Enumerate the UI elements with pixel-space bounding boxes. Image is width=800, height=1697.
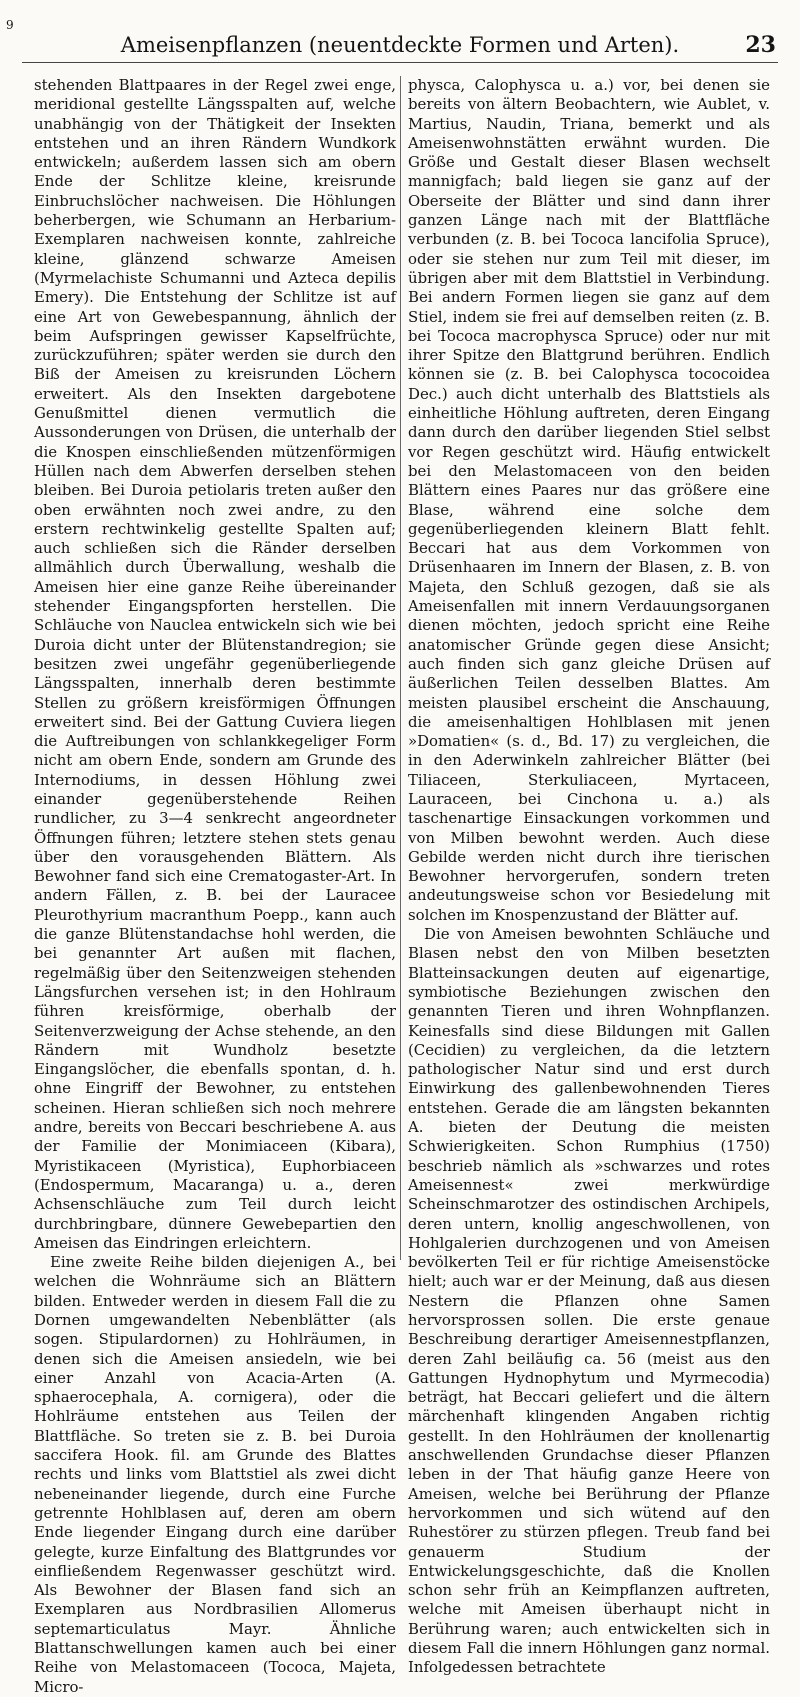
paragraph: Die von Ameisen bewohnten Schläuche und Blasen nebst den von Milben besetzten Blatteinsackungen deuten auf eigenartige, symbiotische Beziehungen zwischen den genannten Tieren und ihren Wohnpflanzen. Keinesfalls sind diese Bildungen mit Gallen (Cecidien) zu vergleichen, da die letztern pathologischer Natur sind und erst durch Einwirkung des gallenbewohnenden Tieres entstehen. Gerade die am längsten bekannten A. bieten der Deutung die meisten Schwierigkeiten. Schon Rumphius (1750) beschrieb nämlich als »schwarzes und rotes Ameisennest« zwei merkwürdige Scheinschmarotzer des ostindischen Archipels, deren untern, knollig angeschwollenen, von Hohlgalerien durchzogenen und von Ameisen bevölkerten Teil er für richtige Ameisenstöcke hielt; auch war er der Meinung, daß aus diesen Nestern die Pflanzen ohne Samen hervorsprossen sollen. Die erste genaue Beschreibung derartiger Ameisennestpflanzen, deren Zahl beiläufig ca. 56 (meist aus den Gattungen Hydnophytum und Myrmecodia) beträgt, hat Beccari geliefert und die ältern märchenhaft klingenden Angaben richtig gestellt. In den Hohlräumen der knollenartig anschwellenden Grundachse dieser Pflanzen leben in der That häufig ganze Heere von Ameisen, welche bei Berührung der Pflanze hervorkommen und sich wütend auf den Ruhestörer zu stürzen pflegen. Treub fand bei genauerm Studium der Entwickelungsgeschichte, daß die Knollen schon sehr früh an Keimpflanzen auftreten, welche mit Ameisen überhaupt nicht in Berührung waren; auch entwickelten sich in diesem Fall die innern Höhlungen ganz normal. Infolgedessen betrachtete	[408, 925, 770, 1677]
right-column	[408, 76, 770, 1677]
running-title: Ameisenpflanzen (neuentdeckte Formen und Arten).	[120, 33, 680, 57]
left-column	[34, 76, 396, 1696]
paragraph: physca, Calophysca u. a.) vor, bei denen sie bereits von ältern Beobachtern, wie Aublet, v. Martius, Naudin, Triana, bemerkt und als Ameisenwohnstätten erwähnt wurden. Die Größe und Gestalt dieser Blasen wechselt mannigfach; bald liegen sie ganz auf der Oberseite der Blätter und sind dann ihrer ganzen Länge nach mit der Blattfläche verbunden (z. B. bei Tococa lancifolia Spruce), oder sie stehen nur zum Teil mit dieser, im übrigen aber mit dem Blattstiel in Verbindung. Bei andern Formen liegen sie ganz auf dem Stiel, indem sie frei auf demselben reiten (z. B. bei Tococa macrophysca Spruce) oder nur mit ihrer Spitze den Blattgrund berühren. Endlich können sie (z. B. bei Calophysca tococoidea Dec.) auch dicht unterhalb des Blattstiels als einheitliche Höhlung auftreten, deren Eingang dann durch den darüber liegenden Stiel selbst vor Regen geschützt wird. Häufig entwickelt bei den Melastomaceen von den beiden Blättern eines Paares nur das größere eine Blase, während eine solche dem gegenüberliegenden kleinern Blatt fehlt. Beccari hat aus dem Vorkommen von Drüsenhaaren im Innern der Blasen, z. B. von Majeta, den Schluß gezogen, daß sie als Ameisenfallen mit innern Verdauungsorganen dienen möchten, jedoch spricht eine Reihe anatomischer Gründe gegen diese Ansicht; auch finden sich ganz gleiche Drüsen auf äußerlichen Teilen desselben Blattes. Am meisten plausibel erscheint die Anschauung, die ameisenhaltigen Hohlblasen mit jenen »Domatien« (s. d., Bd. 17) zu vergleichen, die in den Aderwinkeln zahlreicher Blätter (bei Tiliaceen, Sterkuliaceen, Myrtaceen, Lauraceen, bei Cinchona u. a.) als taschenartige Einsackungen vorkommen und von Milben bewohnt werden. Auch diese Gebilde werden nicht durch ihre tierischen Bewohner hervorgerufen, sondern treten andeutungsweise schon vor Besiedelung mit solchen im Knospenzustand der Blätter auf.	[408, 76, 770, 924]
page-number: 23	[745, 32, 776, 58]
paragraph: Eine zweite Reihe bilden diejenigen A., bei welchen die Wohnräume sich an Blättern bilden. Entweder werden in diesem Fall die zu Dornen umgewandelten Nebenblätter (als sogen. Stipulardornen) zu Hohlräumen, in denen sich die Ameisen ansiedeln, wie bei einer Anzahl von Acacia-Arten (A. sphaerocephala, A. cornigera), oder die Hohlräume entstehen aus Teilen der Blattfläche. So treten sie z. B. bei Duroia saccifera Hook. fil. am Grunde des Blattes rechts und links vom Blattstiel als zwei dicht nebeneinander liegende, durch eine Furche getrennte Hohlblasen auf, deren am obern Ende liegender Eingang durch eine darüber gelegte, kurze Einfaltung des Blattgrundes vor einfließendem Regenwasser geschützt wird. Als Bewohner der Blasen fand sich an Exemplaren aus Nordbrasilien Allomerus septemarticulatus Mayr. Ähnliche Blattanschwellungen kamen auch bei einer Reihe von Melastomaceen (Tococa, Majeta, Micro-	[34, 1253, 396, 1696]
corner-mark: 9	[6, 18, 14, 32]
page-header	[6, 18, 778, 63]
column-divider	[400, 76, 401, 1260]
paragraph: stehenden Blattpaares in der Regel zwei enge, meridional gestellte Längsspalten auf, welche unabhängig von der Thätigkeit der Insekten entstehen und an ihren Rändern Wundkork entwickeln; außerdem lassen sich am obern Ende der Schlitze kleine, kreisrunde Einbruchslöcher nachweisen. Die Höhlungen beherbergen, wie Schumann an Herbarium-Exemplaren nachweisen konnte, zahlreiche kleine, glänzend schwarze Ameisen (Myrmelachiste Schumanni und Azteca depilis Emery). Die Entstehung der Schlitze ist auf eine Art von Gewebespannung, ähnlich der beim Aufspringen gewisser Kapselfrüchte, zurückzuführen; später werden sie durch den Biß der Ameisen zu kreisrunden Löchern erweitert. Als den Insekten dargebotene Genußmittel dienen vermutlich die Aussonderungen von Drüsen, die unterhalb der die Knospen einschließenden mützenförmigen Hüllen nach dem Abwerfen derselben stehen bleiben. Bei Duroia petiolaris treten außer den oben erwähnten noch zwei andre, zu den erstern rechtwinkelig gestellte Spalten auf; auch schließen sich die Ränder derselben allmählich durch Überwallung, weshalb die Ameisen hier eine ganze Reihe übereinander stehender Eingangspforten herstellen. Die Schläuche von Nauclea entwickeln sich wie bei Duroia dicht unter der Blütenstandregion; sie besitzen zwei ungefähr gegenüberliegende Längsspalten, innerhalb deren bestimmte Stellen zu größern kreisförmigen Öffnungen erweitert sind. Bei der Gattung Cuviera liegen die Auftreibungen von schlankkegeliger Form nicht am obern Ende, sondern am Grunde des Internodiums, in dessen Höhlung zwei einander gegenüberstehende Reihen rundlicher, zu 3—4 senkrecht angeordneter Öffnungen führen; letztere stehen stets genau über den vorausgehenden Blättern. Als Bewohner fand sich eine Crematogaster-Art. In andern Fällen, z. B. bei der Lauracee Pleurothyrium macranthum Poepp., kann auch die ganze Blütenstandachse hohl werden, die bei genannter Art außen mit flachen, regelmäßig über den Seitenzweigen stehenden Längsfurchen versehen ist; in den Hohlraum führen kreisförmige, oberhalb der Seitenverzweigung der Achse stehende, an den Rändern mit Wundholz besetzte Eingangslöcher, die ebenfalls spontan, d. h. ohne Eingriff der Bewohner, zu entstehen scheinen. Hieran schließen sich noch mehrere andre, bereits von Beccari beschriebene A. aus der Familie der Monimiaceen (Kibara), Myristikaceen (Myristica), Euphorbiaceen (Endospermum, Macaranga) u. a., deren Achsenschläuche zum Teil durch leicht durchbringbare, dünnere Gewebepartien den Ameisen das Eindringen erleichtern.	[34, 76, 396, 1252]
text-columns	[34, 76, 770, 1696]
